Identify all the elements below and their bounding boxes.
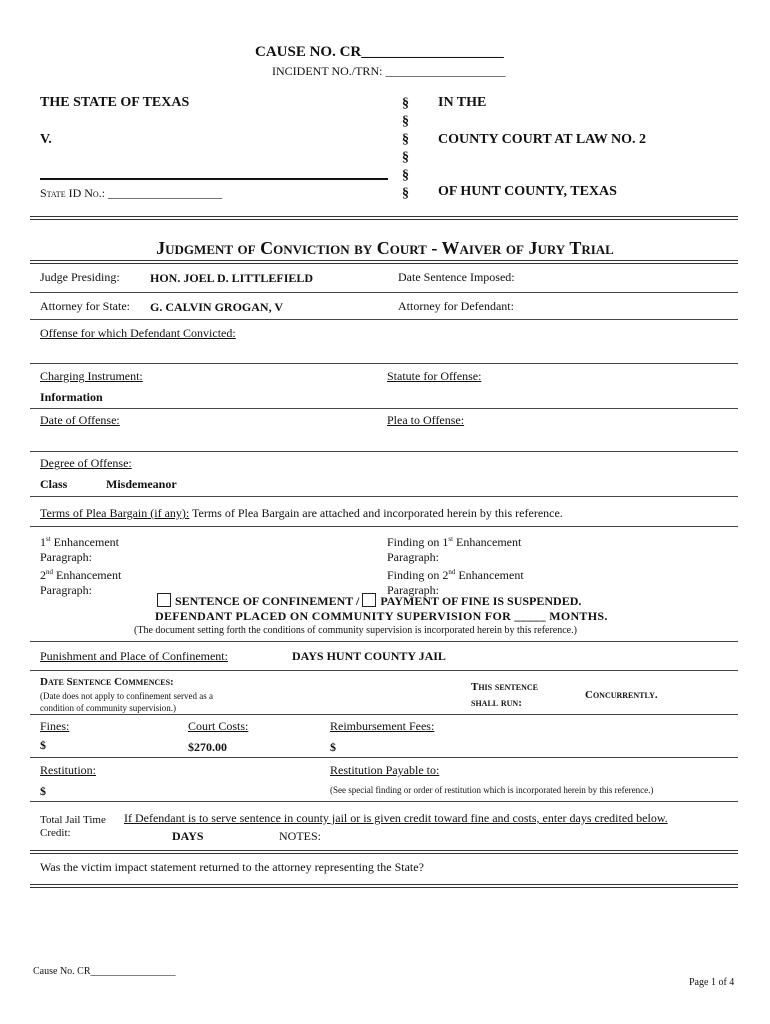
divider	[30, 408, 738, 409]
degree-misdemeanor[interactable]: Misdemeanor	[106, 477, 177, 491]
restitution-value[interactable]: $	[40, 784, 46, 798]
court-costs-label: Court Costs:	[188, 719, 249, 733]
divider	[30, 641, 738, 642]
divider	[30, 801, 738, 802]
title-divider	[30, 260, 738, 264]
jail-credit-label: Total Jail Time Credit:	[40, 814, 106, 839]
divider	[30, 670, 738, 671]
reimbursement-value[interactable]: $	[330, 740, 336, 754]
attorney-defendant-label: Attorney for Defendant:	[398, 299, 514, 313]
date-commences-label: Date Sentence Commences:	[40, 676, 174, 688]
county-name: OF HUNT COUNTY, TEXAS	[438, 184, 617, 199]
state-of-texas: THE STATE OF TEXAS	[40, 95, 190, 110]
jail-days[interactable]: DAYS	[172, 829, 204, 843]
attorney-state-label: Attorney for State:	[40, 299, 130, 313]
in-the: IN THE	[438, 95, 487, 110]
state-id: State ID No.: ___________________	[40, 186, 223, 200]
date-offense-label: Date of Offense:	[40, 413, 120, 427]
notes-label: NOTES:	[279, 829, 321, 843]
divider	[30, 319, 738, 320]
plea-label: Plea to Offense:	[387, 413, 465, 427]
judge-value[interactable]: HON. JOEL D. LITTLEFIELD	[150, 271, 314, 285]
document-title: Judgment of Conviction by Court - Waiver of Jury Trial	[156, 238, 614, 258]
charging-instrument-label: Charging Instrument:	[40, 369, 143, 383]
cause-number: CAUSE NO. CR___________________	[255, 44, 504, 60]
incident-number: INCIDENT NO./TRN: ____________________	[272, 64, 506, 78]
reimbursement-label: Reimbursement Fees:	[330, 719, 435, 733]
versus: V.	[40, 132, 52, 147]
defendant-name-line[interactable]	[40, 178, 388, 180]
shall-run: shall run:	[471, 697, 522, 709]
divider	[30, 850, 738, 854]
degree-class[interactable]: Class	[40, 477, 68, 491]
divider	[30, 757, 738, 758]
divider	[30, 714, 738, 715]
fine-checkbox[interactable]	[362, 593, 376, 607]
divider	[30, 884, 738, 888]
statute-label: Statute for Offense:	[387, 369, 482, 383]
divider	[30, 363, 738, 364]
court-costs-value[interactable]: $270.00	[188, 740, 227, 754]
community-note: (The document setting forth the conditions of community supervision is incorporated herein by this reference.)	[134, 625, 577, 636]
section-marks: § § § § § §	[402, 96, 409, 201]
concurrently[interactable]: Concurrently.	[585, 689, 658, 701]
enhancement-findings: Finding on 1st Enhancement Paragraph: Finding on 2nd Enhancement Paragraph:	[387, 535, 524, 597]
community-supervision: DEFENDANT PLACED ON COMMUNITY SUPERVISION FOR _____ MONTHS.	[155, 609, 608, 623]
plea-bargain: Terms of Plea Bargain (if any): Terms of Plea Bargain are attached and incorporated herein by this reference.	[40, 506, 563, 520]
confinement-checkbox[interactable]	[157, 593, 171, 607]
header-divider	[30, 216, 738, 220]
attorney-state-value[interactable]: G. CALVIN GROGAN, V	[150, 300, 284, 314]
footer-cause-number: Cause No. CR_________________	[33, 966, 176, 977]
punishment-value[interactable]: DAYS HUNT COUNTY JAIL	[292, 649, 446, 663]
date-sentence-label: Date Sentence Imposed:	[398, 270, 515, 284]
restitution-note: (See special finding or order of restitution which is incorporated herein by this reference.)	[330, 785, 654, 795]
page-number: Page 1 of 4	[689, 977, 735, 988]
jail-credit-instruction: If Defendant is to serve sentence in county jail or is given credit toward fine and costs, enter days credited below.	[124, 811, 668, 825]
divider	[30, 451, 738, 452]
restitution-label: Restitution:	[40, 763, 97, 777]
divider	[30, 292, 738, 293]
degree-label: Degree of Offense:	[40, 456, 132, 470]
restitution-payable-label: Restitution Payable to:	[330, 763, 440, 777]
enhancement-paragraphs: 1st Enhancement Paragraph: 2nd Enhancement Paragraph:	[40, 535, 122, 597]
charging-instrument-value[interactable]: Information	[40, 390, 103, 404]
divider	[30, 526, 738, 527]
sentence-options: SENTENCE OF CONFINEMENT / PAYMENT OF FINE IS SUSPENDED.	[157, 593, 581, 609]
fines-value[interactable]: $	[40, 738, 46, 752]
fines-label: Fines:	[40, 719, 70, 733]
punishment-label: Punishment and Place of Confinement:	[40, 649, 228, 663]
judge-label: Judge Presiding:	[40, 270, 120, 284]
this-sentence: This sentence	[471, 681, 538, 693]
victim-impact-question: Was the victim impact statement returned to the attorney representing the State?	[40, 860, 424, 874]
date-commences-note: (Date does not apply to confinement served as a condition of community supervision.)	[40, 691, 213, 713]
offense-label: Offense for which Defendant Convicted:	[40, 326, 236, 340]
court-name: COUNTY COURT AT LAW NO. 2	[438, 132, 646, 147]
divider	[30, 496, 738, 497]
